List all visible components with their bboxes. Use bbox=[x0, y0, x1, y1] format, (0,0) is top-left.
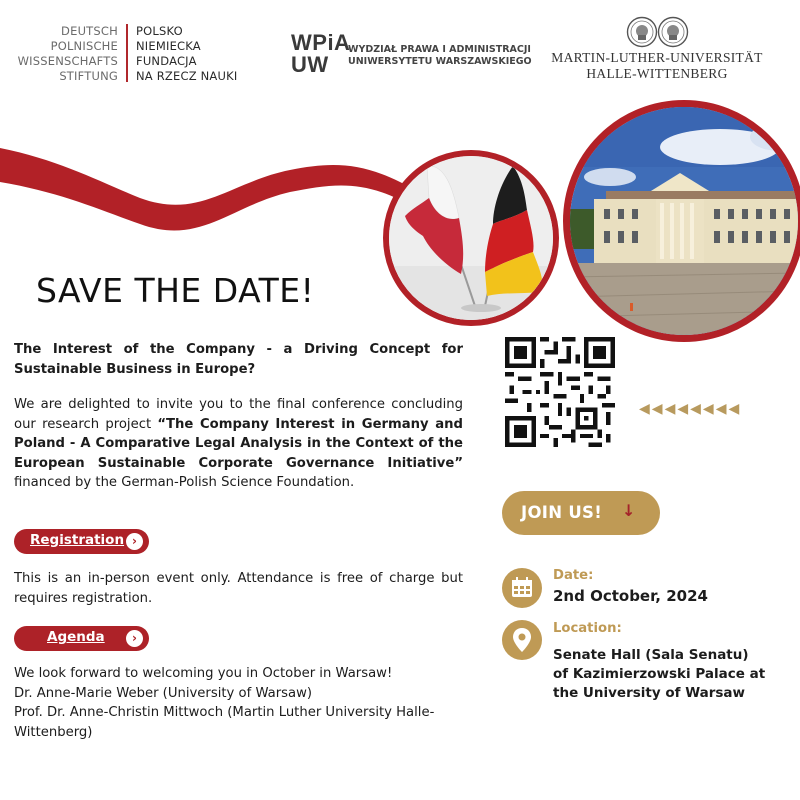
arrow-down-icon: ↓ bbox=[622, 501, 636, 520]
attendance-note: This is an in-person event only. Attendance is free of charge but requires registration. bbox=[14, 571, 463, 606]
wpia-text-line: WYDZIAŁ PRAWA I ADMINISTRACJI bbox=[348, 44, 531, 55]
flags-photo bbox=[383, 150, 559, 326]
triangle-left-icon: ◀ bbox=[639, 401, 650, 417]
mlu-text-line: HALLE-WITTENBERG bbox=[586, 66, 728, 81]
dpws-line: STIFTUNG bbox=[59, 69, 118, 83]
location-line: Senate Hall (Sala Senatu) bbox=[553, 647, 749, 663]
wpia-text-line: UNIWERSYTETU WARSZAWSKIEGO bbox=[348, 56, 532, 67]
dpws-line: POLSKO bbox=[136, 24, 183, 38]
triangle-left-icon: ◀ bbox=[677, 401, 689, 417]
event-date: 2nd October, 2024 bbox=[553, 587, 708, 605]
triangle-left-icon: ◀ bbox=[690, 401, 701, 417]
dpws-line: DEUTSCH bbox=[61, 24, 118, 38]
agenda-button[interactable] bbox=[14, 626, 149, 651]
triangle-left-icon: ◀ bbox=[651, 401, 663, 417]
location-label: Location: bbox=[553, 621, 622, 636]
qr-code[interactable] bbox=[505, 337, 615, 447]
location-pin-icon bbox=[502, 620, 542, 660]
triangle-left-icon: ◀ bbox=[728, 401, 740, 417]
event-location bbox=[553, 646, 765, 703]
qr-pointer-arrows bbox=[639, 401, 739, 417]
calendar-icon bbox=[502, 568, 542, 608]
invitation-tail: financed by the German-Polish Science Foundation. bbox=[14, 475, 355, 490]
wpia-logo-mark bbox=[291, 32, 350, 76]
page-title: SAVE THE DATE! bbox=[36, 271, 315, 310]
wpia-mark-line: UW bbox=[291, 52, 329, 77]
invitation-lead: We are delighted to invite you to the final conference concluding our research project bbox=[14, 397, 463, 432]
red-ribbon-decoration bbox=[0, 140, 420, 240]
wpia-mark-line: WPiA bbox=[291, 30, 351, 55]
dpws-line: NA RZECZ NAUKI bbox=[136, 69, 238, 83]
chevron-right-icon: › bbox=[126, 630, 143, 647]
closing-line: Prof. Dr. Anne-Christin Mittwoch (Martin Luther University Halle-Wittenberg) bbox=[14, 705, 435, 740]
date-label: Date: bbox=[553, 568, 594, 583]
closing-line: Dr. Anne-Marie Weber (University of Warsaw) bbox=[14, 685, 313, 701]
join-us-label: JOIN US! bbox=[521, 503, 603, 522]
dpws-line: NIEMIECKA bbox=[136, 39, 201, 53]
dpws-line: WISSENSCHAFTS bbox=[17, 54, 118, 68]
event-subtitle: The Interest of the Company - a Driving Concept for Sustainable Business in Europe? bbox=[14, 342, 463, 377]
dpws-line: FUNDACJA bbox=[136, 54, 197, 68]
closing-text bbox=[14, 664, 463, 742]
location-line: the University of Warsaw bbox=[553, 685, 745, 701]
triangle-left-icon: ◀ bbox=[715, 401, 727, 417]
project-title: “The Company Interest in Germany and Poland - A Comparative Legal Analysis in the Context of the European Sustainable Corporate Governance Initiative” bbox=[14, 416, 464, 471]
registration-button[interactable] bbox=[14, 529, 149, 554]
dpws-logo-polish bbox=[136, 24, 237, 84]
chevron-right-icon: › bbox=[126, 533, 143, 550]
mlu-text-line: MARTIN-LUTHER-UNIVERSITÄT bbox=[551, 50, 763, 65]
agenda-button-label: Agenda bbox=[47, 629, 105, 645]
invitation-text bbox=[14, 395, 463, 493]
dpws-line: POLNISCHE bbox=[50, 39, 118, 53]
mlu-seal-icon bbox=[626, 16, 690, 48]
join-us-button[interactable] bbox=[502, 491, 660, 535]
wpia-logo-text bbox=[348, 44, 532, 68]
registration-button-label: Registration bbox=[30, 532, 125, 548]
kazimierzowski-palace-photo bbox=[563, 100, 800, 342]
triangle-left-icon: ◀ bbox=[702, 401, 714, 417]
location-line: of Kazimierzowski Palace at bbox=[553, 666, 766, 682]
triangle-left-icon: ◀ bbox=[664, 401, 676, 417]
mlu-logo-text bbox=[548, 50, 766, 82]
logo-divider bbox=[126, 24, 128, 82]
closing-line: We look forward to welcoming you in October in Warsaw! bbox=[14, 666, 393, 681]
dpws-logo-german bbox=[0, 24, 118, 84]
